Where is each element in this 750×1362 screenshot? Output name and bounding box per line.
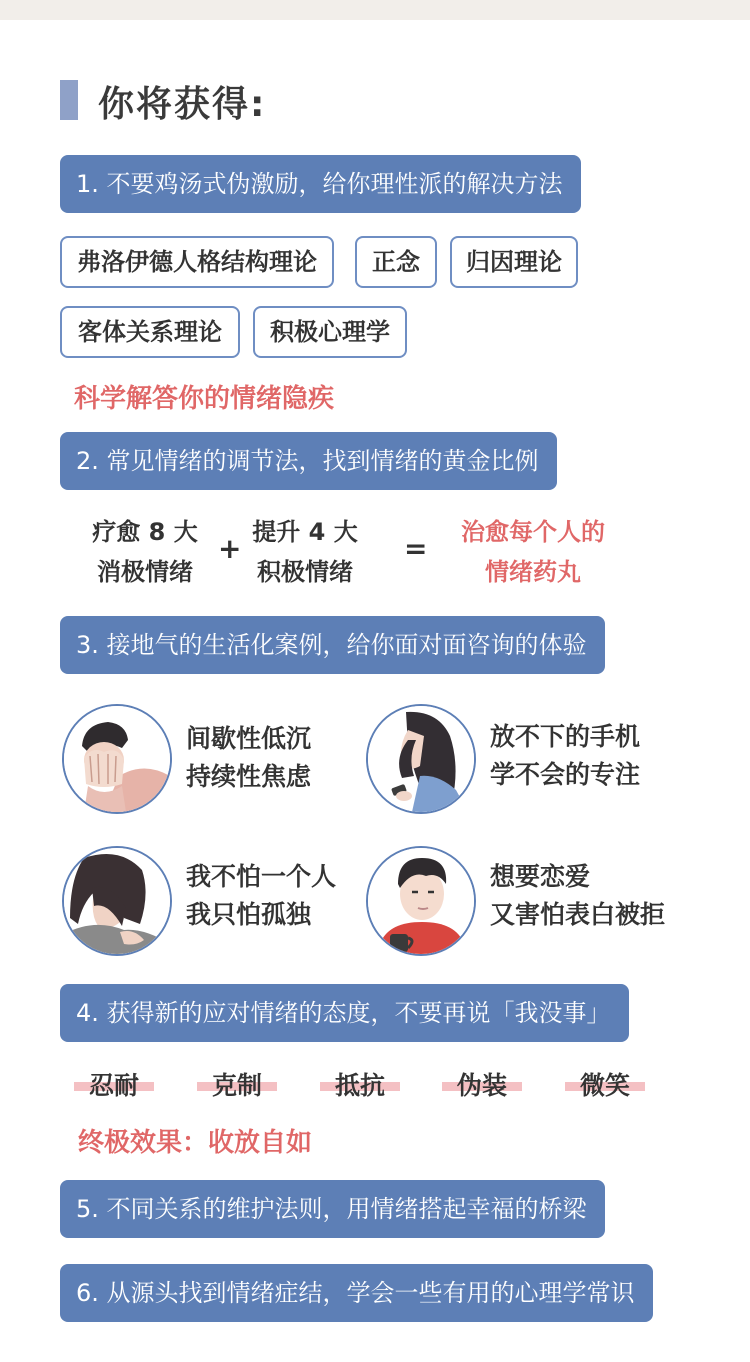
plus-sign: + — [218, 532, 242, 565]
sad-woman-icon — [62, 846, 172, 956]
equation-result-line2: 情绪药丸 — [485, 558, 581, 586]
equation-result — [450, 512, 616, 592]
section-3-banner: 3. 接地气的生活化案例，给你面对面咨询的体验 — [60, 616, 605, 674]
equation-left-line2: 消极情绪 — [97, 558, 193, 586]
theory-tag: 客体关系理论 — [60, 306, 240, 358]
section-2-banner: 2. 常见情绪的调节法，找到情绪的黄金比例 — [60, 432, 557, 490]
equals-sign: = — [404, 532, 428, 565]
case-3-line2: 我只怕孤独 — [186, 900, 312, 929]
struck-word-label: 微笑 — [579, 1071, 630, 1100]
equation-result-line1: 治愈每个人的 — [461, 518, 605, 546]
case-4-text — [490, 858, 665, 934]
case-4-line2: 又害怕表白被拒 — [490, 900, 666, 929]
case-1-text — [186, 720, 311, 796]
case-1-line1: 间歇性低沉 — [186, 724, 312, 753]
man-covering-face-icon — [62, 704, 172, 814]
heading-accent-bar — [60, 80, 78, 120]
case-3-line1: 我不怕一个人 — [186, 862, 337, 891]
struck-word-label: 抵抗 — [334, 1071, 385, 1100]
struck-word — [320, 1066, 400, 1102]
case-4-line1: 想要恋爱 — [490, 862, 591, 891]
equation-left — [80, 512, 210, 592]
case-3-text — [186, 858, 336, 934]
struck-word — [565, 1066, 645, 1102]
equation-middle — [240, 512, 370, 592]
woman-looking-at-phone-icon — [366, 704, 476, 814]
struck-word — [442, 1066, 522, 1102]
struck-word-label: 伪装 — [456, 1071, 507, 1100]
equation-middle-line1: 提升 4 大 — [252, 518, 358, 546]
section-5-banner: 5. 不同关系的维护法则，用情绪搭起幸福的桥梁 — [60, 1180, 605, 1238]
case-2-line1: 放不下的手机 — [490, 722, 641, 751]
case-2-line2: 学不会的专注 — [490, 760, 641, 789]
page-title: 你将获得: — [98, 84, 267, 125]
section-1-banner: 1. 不要鸡汤式伪激励，给你理性派的解决方法 — [60, 155, 581, 213]
section-6-banner: 6. 从源头找到情绪症结，学会一些有用的心理学常识 — [60, 1264, 653, 1322]
struck-word-label: 克制 — [211, 1071, 262, 1100]
theories-caption: 科学解答你的情绪隐疾 — [74, 384, 335, 414]
theory-tag: 归因理论 — [450, 236, 578, 288]
equation-left-line1: 疗愈 8 大 — [92, 518, 198, 546]
top-strip — [0, 0, 750, 20]
equation-middle-line2: 积极情绪 — [257, 558, 353, 586]
case-1-line2: 持续性焦虑 — [186, 762, 312, 791]
case-2-text — [490, 718, 640, 794]
struck-word-label: 忍耐 — [88, 1071, 139, 1100]
theory-tag: 正念 — [355, 236, 437, 288]
struck-word — [74, 1066, 154, 1102]
young-man-with-mug-icon — [366, 846, 476, 956]
theory-tag: 弗洛伊德人格结构理论 — [60, 236, 334, 288]
struck-word — [197, 1066, 277, 1102]
section-4-banner: 4. 获得新的应对情绪的态度，不要再说「我没事」 — [60, 984, 629, 1042]
theory-tag: 积极心理学 — [253, 306, 407, 358]
ultimate-effect-caption: 终极效果：收放自如 — [78, 1128, 313, 1158]
